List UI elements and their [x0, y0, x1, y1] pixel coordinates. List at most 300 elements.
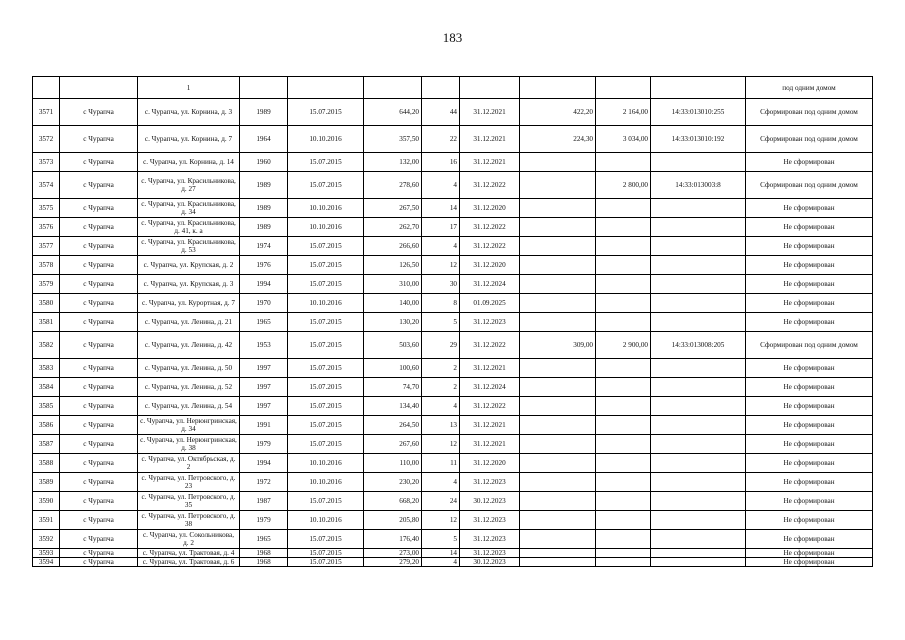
cadastral-number-cell — [651, 492, 746, 511]
planned-date-cell: 31.12.2021 — [460, 435, 520, 454]
survey-date-cell: 15.07.2015 — [288, 313, 364, 332]
residents-cell: 4 — [422, 397, 460, 416]
table-row — [33, 435, 873, 454]
table-row — [33, 275, 873, 294]
cadastral-number-cell — [651, 558, 746, 567]
year-built-cell: 1991 — [240, 416, 288, 435]
land-status-cell: Не сформирован — [746, 435, 873, 454]
area-cell: 140,00 — [364, 294, 422, 313]
area-cell: 110,00 — [364, 454, 422, 473]
table-row — [33, 359, 873, 378]
plot-area-cell — [596, 378, 651, 397]
land-area-cell — [520, 77, 596, 99]
residents-cell: 2 — [422, 359, 460, 378]
residents-cell: 30 — [422, 275, 460, 294]
plot-area-cell — [596, 237, 651, 256]
residents-cell: 2 — [422, 378, 460, 397]
address-cell: с. Чурапча, ул. Ленина, д. 52 — [138, 378, 240, 397]
settlement-cell: с Чурапча — [60, 294, 138, 313]
cadastral-number-cell — [651, 473, 746, 492]
land-area-cell — [520, 256, 596, 275]
settlement-cell: с Чурапча — [60, 359, 138, 378]
row-number-cell: 3583 — [33, 359, 60, 378]
address-cell: с. Чурапча, ул. Трактовая, д. 4 — [138, 549, 240, 558]
survey-date-cell: 15.07.2015 — [288, 530, 364, 549]
plot-area-cell — [596, 530, 651, 549]
settlement-cell: с Чурапча — [60, 558, 138, 567]
survey-date-cell — [288, 77, 364, 99]
land-status-cell: Не сформирован — [746, 218, 873, 237]
table-row — [33, 153, 873, 172]
year-built-cell: 1974 — [240, 237, 288, 256]
land-area-cell: 422,20 — [520, 99, 596, 126]
table-row — [33, 218, 873, 237]
land-status-cell: Не сформирован — [746, 397, 873, 416]
address-cell: с. Чурапча, ул. Крупская, д. 3 — [138, 275, 240, 294]
address-cell: с. Чурапча, ул. Ленина, д. 42 — [138, 332, 240, 359]
residents-cell: 5 — [422, 530, 460, 549]
survey-date-cell: 15.07.2015 — [288, 172, 364, 199]
settlement-cell: с Чурапча — [60, 218, 138, 237]
planned-date-cell: 31.12.2023 — [460, 313, 520, 332]
residents-cell: 5 — [422, 313, 460, 332]
table-row — [33, 256, 873, 275]
table-row — [33, 416, 873, 435]
year-built-cell: 1979 — [240, 435, 288, 454]
row-number-cell: 3589 — [33, 473, 60, 492]
land-area-cell — [520, 294, 596, 313]
residents-cell: 12 — [422, 511, 460, 530]
row-number-cell: 3594 — [33, 558, 60, 567]
cadastral-number-cell — [651, 237, 746, 256]
settlement-cell: с Чурапча — [60, 492, 138, 511]
plot-area-cell — [596, 473, 651, 492]
plot-area-cell — [596, 77, 651, 99]
cadastral-number-cell — [651, 454, 746, 473]
year-built-cell: 1994 — [240, 275, 288, 294]
address-cell: с. Чурапча, ул. Корнина, д. 7 — [138, 126, 240, 153]
cadastral-number-cell — [651, 218, 746, 237]
year-built-cell: 1989 — [240, 99, 288, 126]
land-area-cell — [520, 275, 596, 294]
plot-area-cell — [596, 397, 651, 416]
survey-date-cell: 10.10.2016 — [288, 473, 364, 492]
address-cell: с. Чурапча, ул. Курортная, д. 7 — [138, 294, 240, 313]
land-area-cell — [520, 199, 596, 218]
row-number-cell: 3582 — [33, 332, 60, 359]
year-built-cell: 1997 — [240, 397, 288, 416]
plot-area-cell — [596, 275, 651, 294]
address-cell: с. Чурапча, ул. Крупская, д. 2 — [138, 256, 240, 275]
survey-date-cell: 10.10.2016 — [288, 218, 364, 237]
land-status-cell: Не сформирован — [746, 549, 873, 558]
land-status-cell: Сформирован под одним домом — [746, 172, 873, 199]
settlement-cell: с Чурапча — [60, 435, 138, 454]
land-status-cell: Не сформирован — [746, 473, 873, 492]
survey-date-cell: 15.07.2015 — [288, 359, 364, 378]
survey-date-cell: 15.07.2015 — [288, 435, 364, 454]
planned-date-cell: 31.12.2023 — [460, 530, 520, 549]
survey-date-cell: 10.10.2016 — [288, 511, 364, 530]
cadastral-number-cell: 14:33:013010:255 — [651, 99, 746, 126]
settlement-cell: с Чурапча — [60, 153, 138, 172]
cadastral-number-cell — [651, 378, 746, 397]
year-built-cell: 1960 — [240, 153, 288, 172]
table-row — [33, 549, 873, 558]
residents-cell: 12 — [422, 435, 460, 454]
plot-area-cell — [596, 454, 651, 473]
plot-area-cell: 2 164,00 — [596, 99, 651, 126]
settlement-cell: с Чурапча — [60, 378, 138, 397]
row-number-cell: 3584 — [33, 378, 60, 397]
year-built-cell: 1976 — [240, 256, 288, 275]
cadastral-number-cell: 14:33:013010:192 — [651, 126, 746, 153]
area-cell: 264,50 — [364, 416, 422, 435]
settlement-cell: с Чурапча — [60, 199, 138, 218]
land-area-cell — [520, 397, 596, 416]
area-cell: 273,00 — [364, 549, 422, 558]
planned-date-cell: 31.12.2022 — [460, 237, 520, 256]
settlement-cell: с Чурапча — [60, 549, 138, 558]
cadastral-number-cell — [651, 294, 746, 313]
land-status-cell: Сформирован под одним домом — [746, 99, 873, 126]
cadastral-number-cell — [651, 416, 746, 435]
address-cell: с. Чурапча, ул. Красильникова, д. 27 — [138, 172, 240, 199]
address-cell: с. Чурапча, ул. Красильникова, д. 34 — [138, 199, 240, 218]
cadastral-number-cell — [651, 549, 746, 558]
year-built-cell: 1970 — [240, 294, 288, 313]
residents-cell: 4 — [422, 558, 460, 567]
table-row — [33, 558, 873, 567]
residents-cell: 44 — [422, 99, 460, 126]
land-area-cell — [520, 172, 596, 199]
cadastral-number-cell — [651, 397, 746, 416]
planned-date-cell: 31.12.2022 — [460, 332, 520, 359]
cadastral-number-cell: 14:33:013008:205 — [651, 332, 746, 359]
planned-date-cell: 31.12.2020 — [460, 256, 520, 275]
planned-date-cell: 31.12.2024 — [460, 378, 520, 397]
year-built-cell: 1997 — [240, 359, 288, 378]
settlement-cell: с Чурапча — [60, 172, 138, 199]
land-area-cell — [520, 492, 596, 511]
page-number: 183 — [442, 30, 463, 45]
area-cell: 357,50 — [364, 126, 422, 153]
residents-cell: 16 — [422, 153, 460, 172]
plot-area-cell — [596, 359, 651, 378]
cadastral-number-cell — [651, 530, 746, 549]
survey-date-cell: 10.10.2016 — [288, 294, 364, 313]
settlement-cell: с Чурапча — [60, 473, 138, 492]
area-cell: 278,60 — [364, 172, 422, 199]
residents-cell: 17 — [422, 218, 460, 237]
land-status-cell: под одним домом — [746, 77, 873, 99]
settlement-cell: с Чурапча — [60, 99, 138, 126]
cadastral-number-cell — [651, 153, 746, 172]
area-cell: 230,20 — [364, 473, 422, 492]
address-cell: с. Чурапча, ул. Ленина, д. 54 — [138, 397, 240, 416]
year-built-cell: 1965 — [240, 313, 288, 332]
planned-date-cell: 31.12.2023 — [460, 549, 520, 558]
year-built-cell: 1994 — [240, 454, 288, 473]
residents-cell: 12 — [422, 256, 460, 275]
planned-date-cell: 31.12.2021 — [460, 359, 520, 378]
planned-date-cell: 31.12.2021 — [460, 416, 520, 435]
cadastral-number-cell — [651, 199, 746, 218]
area-cell: 267,60 — [364, 435, 422, 454]
survey-date-cell: 15.07.2015 — [288, 99, 364, 126]
residents-cell: 4 — [422, 473, 460, 492]
housing-records-table — [32, 76, 873, 567]
year-built-cell: 1953 — [240, 332, 288, 359]
table-row — [33, 454, 873, 473]
year-built-cell: 1997 — [240, 378, 288, 397]
residents-cell: 8 — [422, 294, 460, 313]
settlement-cell: с Чурапча — [60, 126, 138, 153]
row-number-cell: 3593 — [33, 549, 60, 558]
area-cell: 267,50 — [364, 199, 422, 218]
survey-date-cell: 15.07.2015 — [288, 378, 364, 397]
settlement-cell: с Чурапча — [60, 416, 138, 435]
row-number-cell: 3590 — [33, 492, 60, 511]
land-status-cell: Не сформирован — [746, 275, 873, 294]
land-status-cell: Не сформирован — [746, 294, 873, 313]
land-status-cell: Не сформирован — [746, 359, 873, 378]
row-number-cell: 3591 — [33, 511, 60, 530]
table-row — [33, 473, 873, 492]
cadastral-number-cell: 14:33:013003:8 — [651, 172, 746, 199]
planned-date-cell: 31.12.2021 — [460, 99, 520, 126]
year-built-cell: 1989 — [240, 218, 288, 237]
settlement-cell: с Чурапча — [60, 313, 138, 332]
area-cell: 644,20 — [364, 99, 422, 126]
residents-cell: 4 — [422, 237, 460, 256]
planned-date-cell: 01.09.2025 — [460, 294, 520, 313]
land-area-cell — [520, 511, 596, 530]
land-status-cell: Не сформирован — [746, 492, 873, 511]
plot-area-cell — [596, 511, 651, 530]
survey-date-cell: 15.07.2015 — [288, 153, 364, 172]
land-area-cell — [520, 454, 596, 473]
address-cell: 1 — [138, 77, 240, 99]
land-area-cell: 224,30 — [520, 126, 596, 153]
area-cell: 266,60 — [364, 237, 422, 256]
land-area-cell — [520, 237, 596, 256]
address-cell: с. Чурапча, ул. Ленина, д. 21 — [138, 313, 240, 332]
area-cell: 262,70 — [364, 218, 422, 237]
survey-date-cell: 15.07.2015 — [288, 549, 364, 558]
planned-date-cell: 31.12.2020 — [460, 454, 520, 473]
plot-area-cell — [596, 416, 651, 435]
land-area-cell — [520, 549, 596, 558]
area-cell: 279,20 — [364, 558, 422, 567]
address-cell: с. Чурапча, ул. Нерюнгринская, д. 34 — [138, 416, 240, 435]
address-cell: с. Чурапча, ул. Красильникова, д. 53 — [138, 237, 240, 256]
row-number-cell: 3578 — [33, 256, 60, 275]
table-row — [33, 332, 873, 359]
residents-cell: 22 — [422, 126, 460, 153]
residents-cell: 13 — [422, 416, 460, 435]
address-cell: с. Чурапча, ул. Октябрьская, д. 2 — [138, 454, 240, 473]
plot-area-cell — [596, 256, 651, 275]
year-built-cell: 1972 — [240, 473, 288, 492]
settlement-cell: с Чурапча — [60, 397, 138, 416]
residents-cell: 14 — [422, 199, 460, 218]
area-cell: 130,20 — [364, 313, 422, 332]
land-status-cell: Не сформирован — [746, 454, 873, 473]
table-row — [33, 199, 873, 218]
residents-cell — [422, 77, 460, 99]
land-area-cell — [520, 378, 596, 397]
table-row — [33, 237, 873, 256]
planned-date-cell: 30.12.2023 — [460, 558, 520, 567]
planned-date-cell: 31.12.2023 — [460, 511, 520, 530]
area-cell: 310,00 — [364, 275, 422, 294]
survey-date-cell: 10.10.2016 — [288, 126, 364, 153]
table-row — [33, 492, 873, 511]
settlement-cell: с Чурапча — [60, 530, 138, 549]
plot-area-cell — [596, 218, 651, 237]
address-cell: с. Чурапча, ул. Корнина, д. 3 — [138, 99, 240, 126]
survey-date-cell: 15.07.2015 — [288, 332, 364, 359]
area-cell: 668,20 — [364, 492, 422, 511]
planned-date-cell: 30.12.2023 — [460, 492, 520, 511]
row-number-cell: 3580 — [33, 294, 60, 313]
table-row — [33, 172, 873, 199]
row-number-cell: 3585 — [33, 397, 60, 416]
row-number-cell — [33, 77, 60, 99]
planned-date-cell: 31.12.2020 — [460, 199, 520, 218]
planned-date-cell: 31.12.2022 — [460, 218, 520, 237]
row-number-cell: 3592 — [33, 530, 60, 549]
area-cell: 100,60 — [364, 359, 422, 378]
table-row — [33, 397, 873, 416]
area-cell: 74,70 — [364, 378, 422, 397]
address-cell: с. Чурапча, ул. Петровского, д. 38 — [138, 511, 240, 530]
row-number-cell: 3581 — [33, 313, 60, 332]
table-row — [33, 530, 873, 549]
plot-area-cell: 3 034,00 — [596, 126, 651, 153]
year-built-cell — [240, 77, 288, 99]
row-number-cell: 3575 — [33, 199, 60, 218]
table-row — [33, 378, 873, 397]
residents-cell: 24 — [422, 492, 460, 511]
cadastral-number-cell — [651, 77, 746, 99]
land-area-cell — [520, 313, 596, 332]
survey-date-cell: 10.10.2016 — [288, 199, 364, 218]
table-row — [33, 511, 873, 530]
land-status-cell: Не сформирован — [746, 313, 873, 332]
table-row — [33, 99, 873, 126]
address-cell: с. Чурапча, ул. Ленина, д. 50 — [138, 359, 240, 378]
residents-cell: 29 — [422, 332, 460, 359]
address-cell: с. Чурапча, ул. Сокольникова, д. 2 — [138, 530, 240, 549]
address-cell: с. Чурапча, ул. Корнина, д. 14 — [138, 153, 240, 172]
cadastral-number-cell — [651, 435, 746, 454]
survey-date-cell: 10.10.2016 — [288, 454, 364, 473]
land-area-cell — [520, 359, 596, 378]
survey-date-cell: 15.07.2015 — [288, 397, 364, 416]
cadastral-number-cell — [651, 275, 746, 294]
survey-date-cell: 15.07.2015 — [288, 492, 364, 511]
year-built-cell: 1979 — [240, 511, 288, 530]
plot-area-cell — [596, 199, 651, 218]
plot-area-cell — [596, 492, 651, 511]
year-built-cell: 1989 — [240, 172, 288, 199]
settlement-cell: с Чурапча — [60, 256, 138, 275]
plot-area-cell: 2 800,00 — [596, 172, 651, 199]
survey-date-cell: 15.07.2015 — [288, 558, 364, 567]
planned-date-cell: 31.12.2021 — [460, 126, 520, 153]
area-cell: 132,00 — [364, 153, 422, 172]
address-cell: с. Чурапча, ул. Нерюнгринская, д. 38 — [138, 435, 240, 454]
residents-cell: 14 — [422, 549, 460, 558]
planned-date-cell: 31.12.2022 — [460, 172, 520, 199]
area-cell: 126,50 — [364, 256, 422, 275]
land-area-cell — [520, 435, 596, 454]
planned-date-cell: 31.12.2021 — [460, 153, 520, 172]
planned-date-cell: 31.12.2024 — [460, 275, 520, 294]
address-cell: с. Чурапча, ул. Петровского, д. 23 — [138, 473, 240, 492]
planned-date-cell — [460, 77, 520, 99]
settlement-cell: с Чурапча — [60, 454, 138, 473]
settlement-cell: с Чурапча — [60, 511, 138, 530]
address-cell: с. Чурапча, ул. Петровского, д. 35 — [138, 492, 240, 511]
land-area-cell — [520, 530, 596, 549]
table-row — [33, 126, 873, 153]
land-status-cell: Сформирован под одним домом — [746, 126, 873, 153]
area-cell: 205,80 — [364, 511, 422, 530]
row-number-cell: 3588 — [33, 454, 60, 473]
land-status-cell: Не сформирован — [746, 153, 873, 172]
row-number-cell: 3573 — [33, 153, 60, 172]
header-row — [33, 77, 873, 99]
area-cell: 134,40 — [364, 397, 422, 416]
year-built-cell: 1968 — [240, 558, 288, 567]
row-number-cell: 3574 — [33, 172, 60, 199]
land-status-cell: Не сформирован — [746, 237, 873, 256]
row-number-cell: 3571 — [33, 99, 60, 126]
area-cell — [364, 77, 422, 99]
planned-date-cell: 31.12.2023 — [460, 473, 520, 492]
year-built-cell: 1965 — [240, 530, 288, 549]
address-cell: с. Чурапча, ул. Трактовая, д. 6 — [138, 558, 240, 567]
plot-area-cell — [596, 313, 651, 332]
land-status-cell: Не сформирован — [746, 378, 873, 397]
survey-date-cell: 15.07.2015 — [288, 237, 364, 256]
survey-date-cell: 15.07.2015 — [288, 275, 364, 294]
row-number-cell: 3577 — [33, 237, 60, 256]
residents-cell: 4 — [422, 172, 460, 199]
plot-area-cell: 2 900,00 — [596, 332, 651, 359]
address-cell: с. Чурапча, ул. Красильникова, д. 41, к. а — [138, 218, 240, 237]
land-status-cell: Сформирован под одним домом — [746, 332, 873, 359]
row-number-cell: 3587 — [33, 435, 60, 454]
settlement-cell: с Чурапча — [60, 332, 138, 359]
land-area-cell — [520, 218, 596, 237]
land-area-cell — [520, 473, 596, 492]
row-number-cell: 3576 — [33, 218, 60, 237]
plot-area-cell — [596, 294, 651, 313]
year-built-cell: 1968 — [240, 549, 288, 558]
land-status-cell: Не сформирован — [746, 199, 873, 218]
land-area-cell — [520, 558, 596, 567]
land-status-cell: Не сформирован — [746, 511, 873, 530]
table-row — [33, 294, 873, 313]
row-number-cell: 3572 — [33, 126, 60, 153]
survey-date-cell: 15.07.2015 — [288, 256, 364, 275]
plot-area-cell — [596, 558, 651, 567]
land-area-cell — [520, 416, 596, 435]
